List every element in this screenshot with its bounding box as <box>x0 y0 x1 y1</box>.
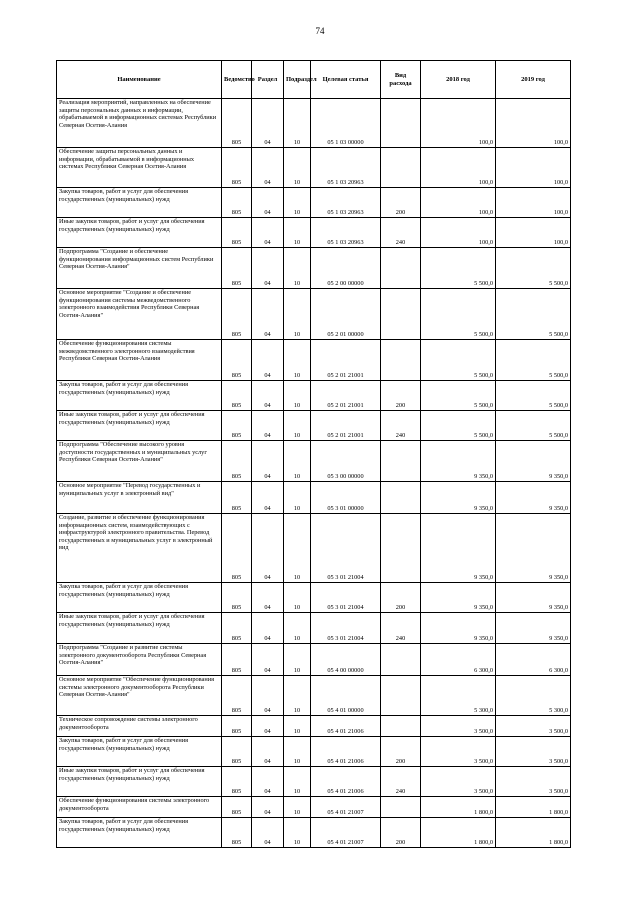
table-row <box>57 188 571 218</box>
cell-subsection: 10 <box>284 644 311 676</box>
cell-year-2018: 5 300,0 <box>421 676 496 716</box>
cell-year-2019: 5 500,0 <box>496 248 571 289</box>
cell-expense-type: 240 <box>381 613 421 644</box>
cell-subsection: 10 <box>284 767 311 797</box>
cell-expense-type <box>381 248 421 289</box>
cell-expense-type: 200 <box>381 381 421 411</box>
cell-department: 805 <box>222 99 252 148</box>
cell-year-2019: 5 500,0 <box>496 411 571 441</box>
cell-department: 805 <box>222 818 252 848</box>
cell-section: 04 <box>252 248 284 289</box>
cell-target-article: 05 4 01 21006 <box>311 767 381 797</box>
cell-subsection: 10 <box>284 716 311 737</box>
cell-target-article: 05 3 01 21004 <box>311 514 381 583</box>
cell-section: 04 <box>252 583 284 613</box>
cell-year-2019: 5 500,0 <box>496 340 571 381</box>
header-expense-type: Вид расхода <box>381 61 421 99</box>
cell-year-2019: 3 500,0 <box>496 767 571 797</box>
cell-target-article: 05 4 01 21006 <box>311 716 381 737</box>
header-name: Наименование <box>57 61 222 99</box>
cell-year-2018: 9 350,0 <box>421 583 496 613</box>
cell-department: 805 <box>222 716 252 737</box>
cell-name: Подпрограмма "Создание и развитие системы электронного документооборота Республики Северная Осетия-Алания" <box>57 644 222 676</box>
cell-expense-type: 200 <box>381 583 421 613</box>
cell-department: 805 <box>222 411 252 441</box>
cell-expense-type <box>381 797 421 818</box>
cell-target-article: 05 4 01 21007 <box>311 818 381 848</box>
table-row <box>57 289 571 340</box>
cell-name: Основное мероприятие "Обеспечение функционирования системы электронного документооборота Республики Северная Осетия-Алания" <box>57 676 222 716</box>
cell-department: 805 <box>222 613 252 644</box>
cell-name: Иные закупки товаров, работ и услуг для обеспечения государственных (муниципальных) нужд <box>57 613 222 644</box>
cell-target-article: 05 2 01 21001 <box>311 411 381 441</box>
cell-target-article: 05 3 01 00000 <box>311 482 381 514</box>
cell-name: Обеспечение функционирования системы электронного документооборота <box>57 797 222 818</box>
cell-year-2019: 5 500,0 <box>496 381 571 411</box>
cell-section: 04 <box>252 737 284 767</box>
cell-expense-type: 200 <box>381 737 421 767</box>
cell-year-2019: 5 300,0 <box>496 676 571 716</box>
cell-subsection: 10 <box>284 381 311 411</box>
cell-year-2018: 9 350,0 <box>421 482 496 514</box>
cell-expense-type: 200 <box>381 818 421 848</box>
cell-target-article: 05 1 03 20963 <box>311 148 381 188</box>
cell-year-2019: 9 350,0 <box>496 514 571 583</box>
cell-target-article: 05 2 00 00000 <box>311 248 381 289</box>
cell-subsection: 10 <box>284 289 311 340</box>
cell-name: Закупка товаров, работ и услуг для обеспечения государственных (муниципальных) нужд <box>57 381 222 411</box>
cell-name: Закупка товаров, работ и услуг для обеспечения государственных (муниципальных) нужд <box>57 188 222 218</box>
cell-target-article: 05 4 01 21006 <box>311 737 381 767</box>
cell-target-article: 05 4 01 21007 <box>311 797 381 818</box>
table-row <box>57 411 571 441</box>
cell-year-2018: 100,0 <box>421 188 496 218</box>
cell-subsection: 10 <box>284 148 311 188</box>
budget-table <box>56 60 571 848</box>
table-row <box>57 482 571 514</box>
cell-subsection: 10 <box>284 514 311 583</box>
table-row <box>57 514 571 583</box>
cell-year-2018: 100,0 <box>421 99 496 148</box>
cell-department: 805 <box>222 737 252 767</box>
header-target-article: Целевая статья <box>311 61 381 99</box>
cell-year-2019: 3 500,0 <box>496 716 571 737</box>
cell-year-2018: 6 300,0 <box>421 644 496 676</box>
cell-year-2019: 1 800,0 <box>496 797 571 818</box>
cell-year-2018: 3 500,0 <box>421 737 496 767</box>
cell-target-article: 05 3 01 21004 <box>311 583 381 613</box>
cell-year-2018: 5 500,0 <box>421 381 496 411</box>
cell-subsection: 10 <box>284 676 311 716</box>
cell-target-article: 05 2 01 21001 <box>311 381 381 411</box>
cell-year-2018: 9 350,0 <box>421 441 496 482</box>
cell-name: Закупка товаров, работ и услуг для обеспечения государственных (муниципальных) нужд <box>57 737 222 767</box>
cell-year-2019: 9 350,0 <box>496 583 571 613</box>
cell-expense-type <box>381 148 421 188</box>
cell-department: 805 <box>222 767 252 797</box>
cell-name: Закупка товаров, работ и услуг для обеспечения государственных (муниципальных) нужд <box>57 818 222 848</box>
table-row <box>57 716 571 737</box>
cell-department: 805 <box>222 644 252 676</box>
cell-year-2019: 6 300,0 <box>496 644 571 676</box>
table-row <box>57 441 571 482</box>
cell-year-2019: 100,0 <box>496 188 571 218</box>
cell-year-2019: 5 500,0 <box>496 289 571 340</box>
cell-section: 04 <box>252 767 284 797</box>
cell-name: Обеспечение защиты персональных данных и информации, обрабатываемой в информационных системах Республики Северная Осетия-Алания <box>57 148 222 188</box>
cell-department: 805 <box>222 583 252 613</box>
table-row <box>57 381 571 411</box>
cell-year-2018: 1 800,0 <box>421 818 496 848</box>
table-row <box>57 644 571 676</box>
table-row <box>57 737 571 767</box>
table-row <box>57 218 571 248</box>
cell-expense-type <box>381 99 421 148</box>
cell-expense-type <box>381 482 421 514</box>
cell-year-2018: 3 500,0 <box>421 767 496 797</box>
cell-department: 805 <box>222 441 252 482</box>
table-row <box>57 148 571 188</box>
cell-year-2018: 9 350,0 <box>421 514 496 583</box>
cell-name: Подпрограмма "Обеспечение высокого уровня доступности государственных и муниципальных услуг Республики Северная Осетия-Алания" <box>57 441 222 482</box>
cell-department: 805 <box>222 676 252 716</box>
cell-subsection: 10 <box>284 218 311 248</box>
cell-section: 04 <box>252 613 284 644</box>
header-section: Раздел <box>252 61 284 99</box>
cell-section: 04 <box>252 676 284 716</box>
cell-department: 805 <box>222 248 252 289</box>
cell-subsection: 10 <box>284 99 311 148</box>
cell-target-article: 05 2 01 21001 <box>311 340 381 381</box>
cell-year-2019: 100,0 <box>496 148 571 188</box>
cell-section: 04 <box>252 148 284 188</box>
cell-section: 04 <box>252 441 284 482</box>
cell-department: 805 <box>222 148 252 188</box>
header-year-2019: 2019 год <box>496 61 571 99</box>
cell-section: 04 <box>252 340 284 381</box>
cell-target-article: 05 4 00 00000 <box>311 644 381 676</box>
cell-year-2019: 100,0 <box>496 99 571 148</box>
cell-name: Реализация мероприятий, направленных на обеспечение защиты персональных данных и информации, обрабатываемой в информационных системах Республики Северная Осетия-Алания <box>57 99 222 148</box>
cell-target-article: 05 1 03 20963 <box>311 188 381 218</box>
cell-section: 04 <box>252 644 284 676</box>
cell-year-2018: 1 800,0 <box>421 797 496 818</box>
cell-name: Закупка товаров, работ и услуг для обеспечения государственных (муниципальных) нужд <box>57 583 222 613</box>
cell-section: 04 <box>252 797 284 818</box>
cell-subsection: 10 <box>284 441 311 482</box>
cell-subsection: 10 <box>284 340 311 381</box>
cell-expense-type <box>381 716 421 737</box>
cell-expense-type: 200 <box>381 188 421 218</box>
page-number: 74 <box>315 26 325 36</box>
cell-subsection: 10 <box>284 613 311 644</box>
cell-name: Обеспечение функционирования системы межведомственного электронного взаимодействия Республики Северная Осетия-Алания <box>57 340 222 381</box>
header-department: Ведомство <box>222 61 252 99</box>
cell-department: 805 <box>222 797 252 818</box>
cell-subsection: 10 <box>284 188 311 218</box>
cell-expense-type: 240 <box>381 218 421 248</box>
cell-name: Иные закупки товаров, работ и услуг для обеспечения государственных (муниципальных) нужд <box>57 767 222 797</box>
table-row <box>57 248 571 289</box>
cell-year-2019: 100,0 <box>496 218 571 248</box>
cell-year-2018: 5 500,0 <box>421 411 496 441</box>
cell-subsection: 10 <box>284 411 311 441</box>
table-row <box>57 818 571 848</box>
cell-expense-type <box>381 644 421 676</box>
cell-department: 805 <box>222 482 252 514</box>
cell-year-2019: 1 800,0 <box>496 818 571 848</box>
cell-year-2019: 9 350,0 <box>496 482 571 514</box>
cell-name: Основное мероприятие "Создание и обеспечение функционирования системы межведомственного электронного взаимодействия Республики Северная Осетия-Алания" <box>57 289 222 340</box>
cell-year-2018: 100,0 <box>421 218 496 248</box>
table-row <box>57 676 571 716</box>
cell-year-2018: 5 500,0 <box>421 340 496 381</box>
cell-expense-type <box>381 514 421 583</box>
cell-name: Иные закупки товаров, работ и услуг для обеспечения государственных (муниципальных) нужд <box>57 411 222 441</box>
cell-department: 805 <box>222 514 252 583</box>
table-row <box>57 767 571 797</box>
cell-name: Основное мероприятие "Перевод государственных и муниципальных услуг в электронный вид" <box>57 482 222 514</box>
cell-target-article: 05 2 01 00000 <box>311 289 381 340</box>
header-row <box>57 61 571 99</box>
table-row <box>57 613 571 644</box>
cell-subsection: 10 <box>284 797 311 818</box>
cell-expense-type: 240 <box>381 411 421 441</box>
cell-name: Техническое сопровождение системы электронного документооборота <box>57 716 222 737</box>
cell-target-article: 05 1 03 20963 <box>311 218 381 248</box>
cell-target-article: 05 4 01 00000 <box>311 676 381 716</box>
cell-year-2019: 9 350,0 <box>496 441 571 482</box>
cell-expense-type <box>381 289 421 340</box>
cell-name: Иные закупки товаров, работ и услуг для обеспечения государственных (муниципальных) нужд <box>57 218 222 248</box>
header-subsection: Подраздел <box>284 61 311 99</box>
cell-subsection: 10 <box>284 737 311 767</box>
cell-section: 04 <box>252 289 284 340</box>
table-body <box>57 99 571 848</box>
cell-department: 805 <box>222 188 252 218</box>
cell-section: 04 <box>252 218 284 248</box>
table-row <box>57 340 571 381</box>
cell-section: 04 <box>252 411 284 441</box>
cell-expense-type <box>381 441 421 482</box>
cell-year-2019: 9 350,0 <box>496 613 571 644</box>
cell-section: 04 <box>252 818 284 848</box>
cell-target-article: 05 3 00 00000 <box>311 441 381 482</box>
cell-year-2018: 100,0 <box>421 148 496 188</box>
cell-subsection: 10 <box>284 818 311 848</box>
cell-target-article: 05 3 01 21004 <box>311 613 381 644</box>
cell-name: Подпрограмма "Создание и обеспечение функционирования информационных систем Республики Северная Осетия-Алания" <box>57 248 222 289</box>
cell-year-2018: 3 500,0 <box>421 716 496 737</box>
cell-year-2019: 3 500,0 <box>496 737 571 767</box>
table-row <box>57 99 571 148</box>
table-row <box>57 583 571 613</box>
cell-section: 04 <box>252 514 284 583</box>
cell-target-article: 05 1 03 00000 <box>311 99 381 148</box>
cell-subsection: 10 <box>284 248 311 289</box>
table-row <box>57 797 571 818</box>
cell-section: 04 <box>252 381 284 411</box>
cell-section: 04 <box>252 716 284 737</box>
cell-section: 04 <box>252 482 284 514</box>
cell-department: 805 <box>222 381 252 411</box>
cell-department: 805 <box>222 340 252 381</box>
cell-year-2018: 5 500,0 <box>421 289 496 340</box>
cell-name: Создание, развитие и обеспечение функционирования информационных систем, взаимодействующих с инфраструктурой электронного правительства. Перевод государственных и муниципальных услуг в электронный вид <box>57 514 222 583</box>
cell-year-2018: 5 500,0 <box>421 248 496 289</box>
cell-section: 04 <box>252 188 284 218</box>
cell-expense-type: 240 <box>381 767 421 797</box>
cell-section: 04 <box>252 99 284 148</box>
cell-expense-type <box>381 340 421 381</box>
cell-year-2018: 9 350,0 <box>421 613 496 644</box>
cell-subsection: 10 <box>284 482 311 514</box>
header-year-2018: 2018 год <box>421 61 496 99</box>
cell-department: 805 <box>222 289 252 340</box>
cell-expense-type <box>381 676 421 716</box>
cell-subsection: 10 <box>284 583 311 613</box>
cell-department: 805 <box>222 218 252 248</box>
